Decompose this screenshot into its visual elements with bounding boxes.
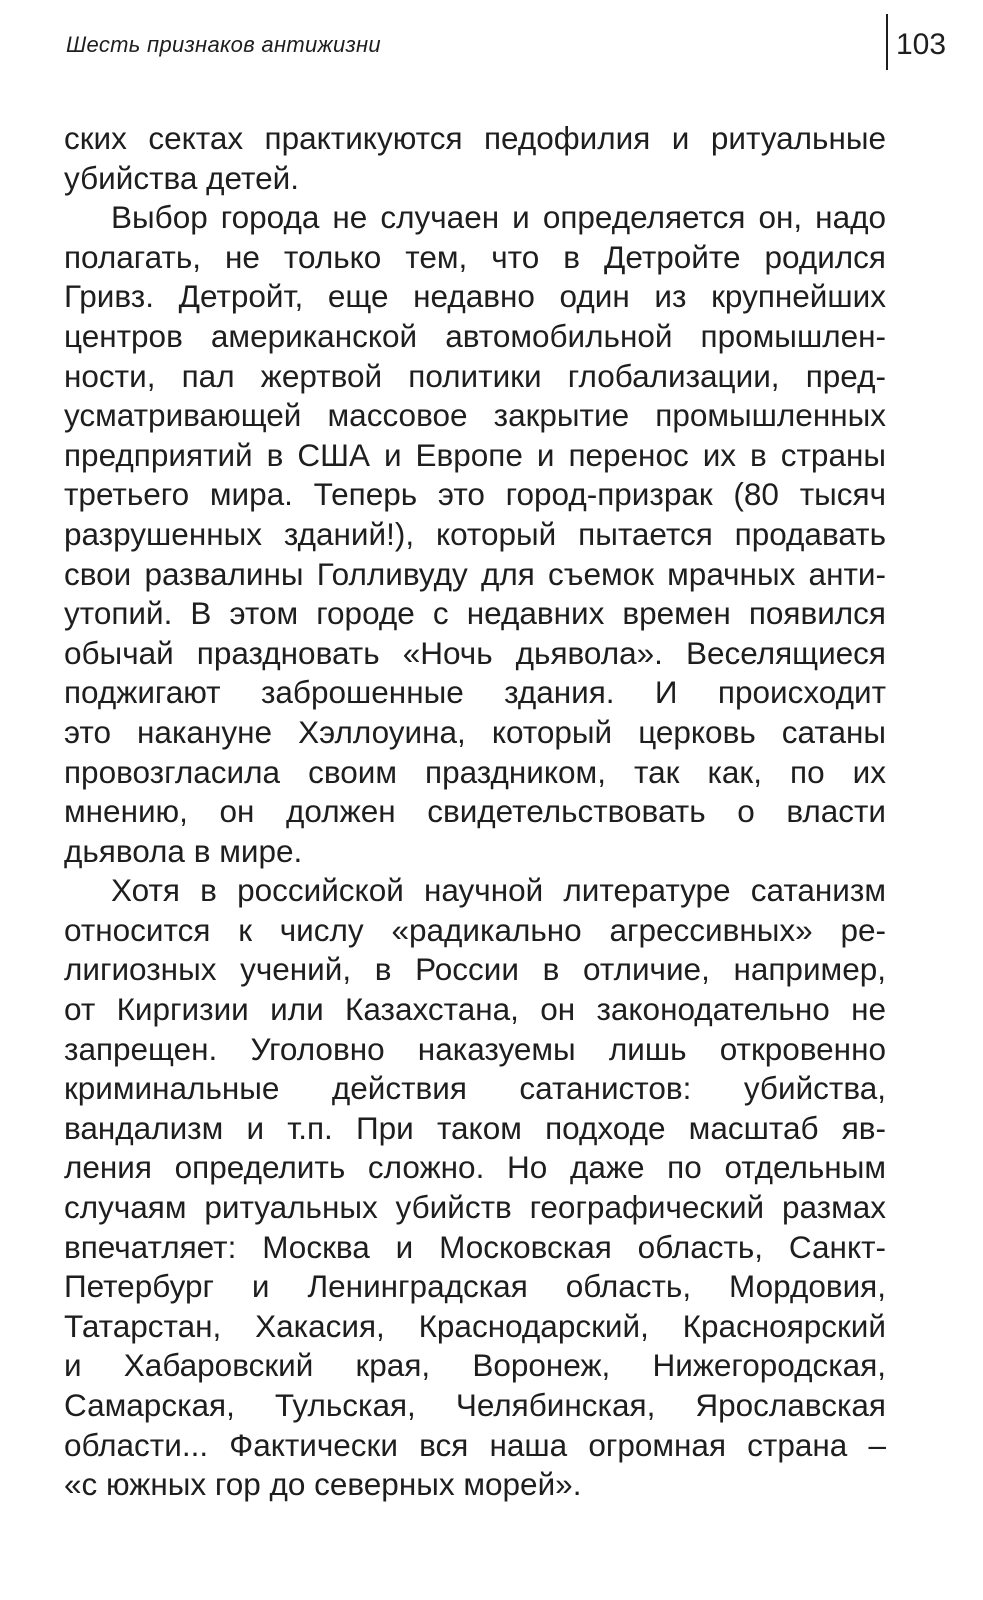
text-line: от Киргизии или Казахстана, он законодательно не <box>64 991 886 1028</box>
text-line: Самарская, Тульская, Челябинская, Ярославская <box>64 1387 886 1423</box>
paragraph <box>64 871 886 1505</box>
text-line: разрушенных зданий!), который пытается продавать <box>64 515 886 552</box>
running-title: Шесть признаков антижизни <box>66 32 381 57</box>
text-line: вандализм и т.п. При таком подходе масштаб яв- <box>64 1109 886 1146</box>
text-line: лигиозных учений, в России в отличие, например, <box>64 951 886 988</box>
text-line: предприятий в США и Европе и перенос их в страны <box>64 436 886 473</box>
text-line: ления определить сложно. Но даже по отдельным <box>64 1149 886 1186</box>
text-line: это накануне Хэллоуина, который церковь сатаны <box>64 713 886 750</box>
text-line: обычай праздновать «Ночь дьявола». Веселящиеся <box>64 634 886 671</box>
text-line: Хотя в российской научной литературе сатанизм <box>111 872 886 909</box>
text-line: усматривающей массовое закрытие промышленных <box>64 397 886 434</box>
header-rule <box>886 14 888 70</box>
text-line: утопий. В этом городе с недавних времен появился <box>64 595 886 632</box>
text-line: Татарстан, Хакасия, Краснодарский, Красноярский <box>64 1307 886 1344</box>
text-line: криминальные действия сатанистов: убийства, <box>64 1070 886 1107</box>
text-line: поджигают заброшенные здания. И происходит <box>64 674 886 711</box>
page-number: 103 <box>896 28 947 61</box>
text-line: убийства детей. <box>64 159 299 196</box>
text-line: и Хабаровский края, Воронеж, Нижегородская, <box>64 1347 886 1384</box>
paragraph <box>64 198 886 871</box>
text-line: мнению, он должен свидетельствовать о власти <box>64 793 886 830</box>
text-line: третьего мира. Теперь это город-призрак (80 тысяч <box>64 476 886 513</box>
text-line: впечатляет: Москва и Московская область, Санкт- <box>64 1228 886 1265</box>
text-line: запрещен. Уголовно наказуемы лишь откровенно <box>64 1030 886 1067</box>
text-line: провозгласила своим праздником, так как, по их <box>64 753 886 790</box>
text-line: ности, пал жертвой политики глобализации, пред- <box>64 357 886 394</box>
text-line: центров американской автомобильной промышлен- <box>64 317 886 354</box>
text-line: свои развалины Голливуду для съемок мрачных анти- <box>64 555 886 592</box>
paragraph <box>64 119 886 198</box>
text-line: полагать, не только тем, что в Детройте родился <box>64 238 886 275</box>
text-line: Петербург и Ленинградская область, Мордовия, <box>64 1268 886 1305</box>
text-line: относится к числу «радикально агрессивных» ре- <box>64 911 886 948</box>
text-line: случаям ритуальных убийств географический размах <box>64 1189 886 1226</box>
text-line: области... Фактически вся наша огромная страна – <box>64 1426 886 1463</box>
text-line: «с южных гор до северных морей». <box>64 1466 582 1503</box>
text-line: дьявола в мире. <box>64 832 303 869</box>
text-line: Гривз. Детройт, еще недавно один из крупнейших <box>64 278 886 315</box>
text-line: Выбор города не случаен и определяется он, надо <box>111 199 886 236</box>
text-line: ских сектах практикуются педофилия и ритуальные <box>64 120 886 156</box>
body-text <box>64 119 886 1505</box>
